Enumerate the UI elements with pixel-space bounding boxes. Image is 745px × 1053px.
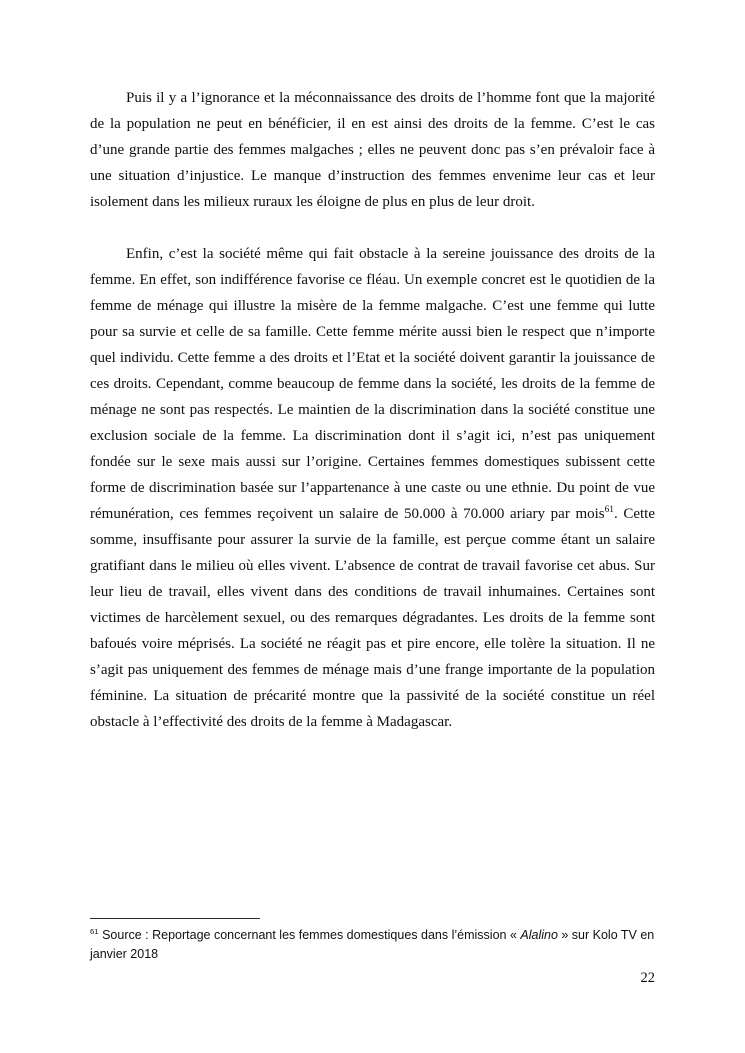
page-number: 22 xyxy=(640,970,655,986)
paragraph-2-text: Enfin, c’est la société même qui fait obstacle à la sereine jouissance des droits de la femme. En effet, son indifférence favorise ce fléau. Un exemple concret est le quotidien de la femme de ménage qui illustre la misère de la femme malgache. C’est une femme qui lutte pour sa survie et celle de sa famille. Cette femme mérite aussi bien le respect que n’importe quel individu. Cette femme a des droits et l’Etat et la société doivent garantir la jouissance de ces droits. Cependant, comme beaucoup de femme dans la société, les droits de la femme de ménage ne sont pas respectés. Le maintien de la discrimination dans la société constitue une exclusion sociale de la femme. La discrimination dont il s’agit ici, n’est pas uniquement fondée sur le sexe mais aussi sur l’origine. Certaines femmes domestiques subissent cette forme de discrimination basée sur l’appartenance à une caste ou une ethnie. Du point de vue rémunération, ces femmes reçoivent un salaire de 50.000 à 70.000 ariary par mois xyxy=(90,246,655,522)
footnote-separator-line xyxy=(90,918,260,919)
paragraph-1 xyxy=(90,85,655,215)
footnote-text-after: » sur Kolo TV en janvier 2018 xyxy=(90,928,655,961)
paragraph-2-text-continued: . Cette somme, insuffisante pour assurer la survie de la famille, est perçue comme étant un salaire gratifiant dans le milieu où elles vivent. L’absence de contrat de travail favorise cet abus. Sur leur lieu de travail, elles vivent dans des conditions de travail inhumaines. Certaines sont victimes de harcèlement sexuel, ou des remarques dégradantes. Les droits de la femme sont bafoués voire méprisés. La société ne réagit pas et pire encore, elle tolère la situation. Il ne s’agit pas uniquement des femmes de ménage mais d’une frange importante de la population féminine. La situation de précarité montre que la passivité de la société constitue un réel obstacle à l’effectivité des droits de la femme à Madagascar. xyxy=(90,506,655,730)
footnote-emission-title: Alalino xyxy=(520,928,558,942)
footnote-reference-61: 61 xyxy=(604,505,614,515)
footnote-marker: 61 xyxy=(90,926,99,936)
footnote-61 xyxy=(90,926,655,964)
footnote-text: Source : Reportage concernant les femmes domestiques dans l’émission « xyxy=(98,928,521,942)
footnote-area xyxy=(90,918,655,964)
paragraph-1-text: Puis il y a l’ignorance et la méconnaissance des droits de l’homme font que la majorité de la population ne peut en bénéficier, il en est ainsi des droits de la femme. C’est le cas d’une grande partie des femmes malgaches ; elles ne peuvent donc pas s’en prévaloir face à une situation d’injustice. Le manque d’instruction des femmes envenime leur cas et leur isolement dans les milieux ruraux les éloigne de plus en plus de leur droit. xyxy=(90,90,655,210)
paragraph-2 xyxy=(90,241,655,735)
body-text xyxy=(90,85,655,761)
